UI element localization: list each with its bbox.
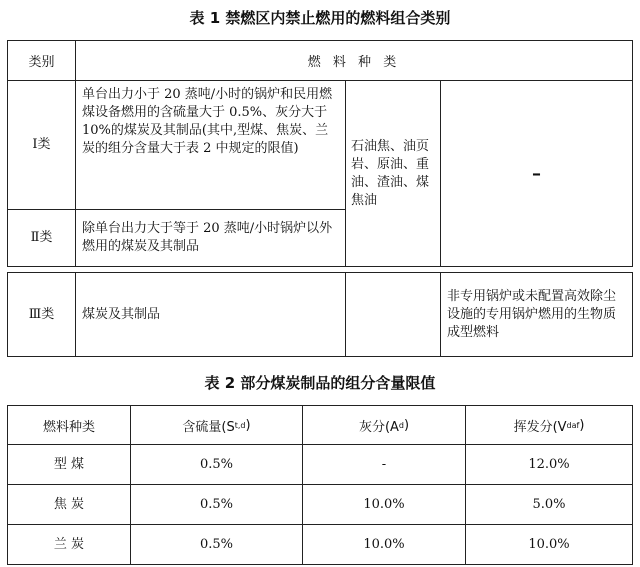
table2-row-3-sulfur: 0.5% (130, 524, 303, 565)
table2-row-1-volatile: 12.0% (465, 444, 633, 485)
table2-header-volatile-sub: daf (566, 420, 580, 430)
table2-row-1-sulfur: 0.5% (130, 444, 303, 485)
table2-header-ash-close: ) (403, 417, 410, 433)
table2-row-3-fuel: 兰 炭 (7, 524, 131, 565)
table1-header-category: 类别 (7, 40, 76, 81)
table1-row-3-empty (345, 272, 441, 357)
table1-row-2-category: Ⅱ类 (7, 209, 76, 267)
table2-header-ash-label: 灰分(A (358, 419, 399, 435)
table2-header-ash (302, 405, 466, 445)
table2-header-volatile-label: 挥发分(V (513, 419, 567, 435)
table2-row-1-ash: - (302, 444, 466, 485)
table1-row-1-category: Ⅰ类 (7, 80, 76, 210)
table1-row-2-desc: 除单台出力大于等于 20 蒸吨/小时锅炉以外燃用的煤炭及其制品 (75, 209, 346, 267)
table1-title: 表 1 禁燃区内禁止燃用的燃料组合类别 (189, 9, 451, 27)
table1-header-fuel-types: 燃 料 种 类 (75, 40, 633, 81)
table1-row-3-biomass: 非专用锅炉或未配置高效除尘设施的专用锅炉燃用的生物质成型燃料 (440, 272, 633, 357)
table1-oil-products: 石油焦、油页岩、原油、重油、渣油、煤焦油 (345, 80, 441, 267)
table2-row-2-fuel: 焦 炭 (7, 484, 131, 525)
table2-title: 表 2 部分煤炭制品的组分含量限值 (204, 374, 436, 392)
table2-header-sulfur-close: ) (245, 417, 251, 433)
table2-row-3-ash: 10.0% (302, 524, 466, 565)
table2-header-fuel: 燃料种类 (7, 405, 131, 445)
table2-header-sulfur (130, 405, 303, 445)
table2-row-2-volatile: 5.0% (465, 484, 633, 525)
table2-header-ash-sub: d (398, 420, 404, 430)
table2-header-sulfur-sub: t,d (234, 420, 246, 430)
table2-header-volatile-close: ) (579, 417, 585, 433)
table2-header-sulfur-label: 含硫量(S (182, 419, 235, 435)
table1-row-3-desc: 煤炭及其制品 (75, 272, 346, 357)
table2-row-1-fuel: 型 煤 (7, 444, 131, 485)
table1-row-1-desc: 单台出力小于 20 蒸吨/小时的锅炉和民用燃煤设备燃用的含硫量大于 0.5%、灰分大于 10%的煤炭及其制品(其中,型煤、焦炭、兰炭的组分含量大于表 2 中规定的限值) (75, 80, 346, 210)
table2-row-2-ash: 10.0% (302, 484, 466, 525)
table1-row-3-category: Ⅲ类 (7, 272, 76, 357)
table2-row-3-volatile: 10.0% (465, 524, 633, 565)
table1-dash: – (440, 80, 633, 267)
table2-row-2-sulfur: 0.5% (130, 484, 303, 525)
table2-header-volatile (465, 405, 633, 445)
